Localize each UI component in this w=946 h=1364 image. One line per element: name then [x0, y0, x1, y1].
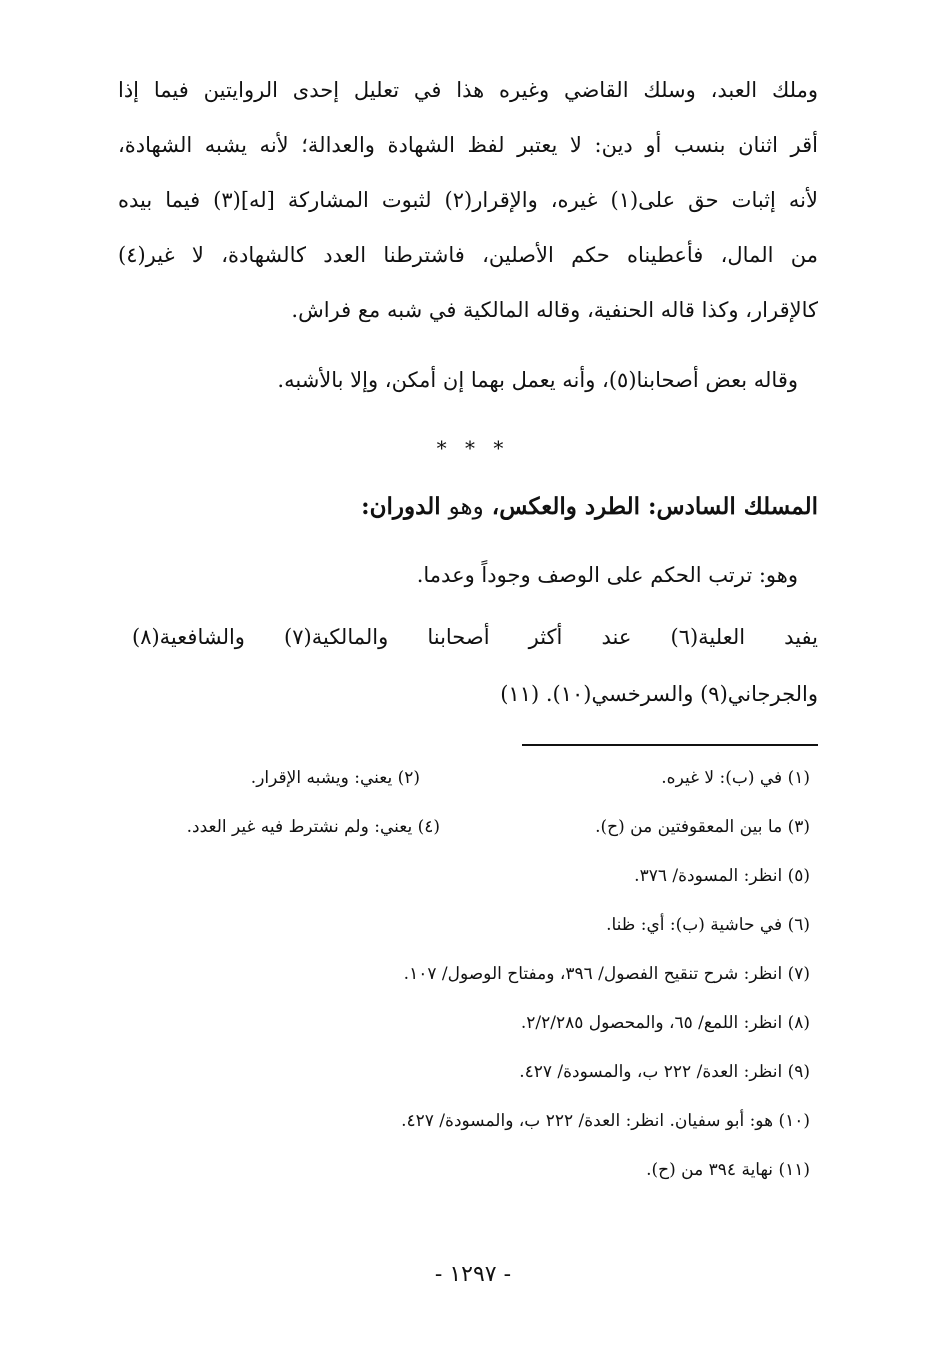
footnote-divider [522, 744, 818, 746]
footnote-10: (١٠) هو: أبو سفيان. انظر: العدة/ ٢٢٢ ب، والمسودة/ ٤٢٧. [401, 1111, 810, 1131]
footnote-8: (٨) انظر: اللمع/ ٦٥، والمحصول ٢/٢/٢٨٥. [520, 1013, 810, 1033]
heading-title: المسلك السادس: الطرد والعكس، [491, 493, 818, 520]
body-line-6: يفيد العلية(٦) عند أكثر أصحابنا والمالكية(٧) والشافعية(٨) [132, 625, 819, 649]
body-line-5: كالإقرار، وكذا قاله الحنفية، وقاله المالكية في شبه مع فراش. [291, 298, 818, 322]
heading-term: الدوران: [361, 493, 441, 520]
body-line-1: وملك العبد، وسلك القاضي وغيره هذا في تعليل إحدى الروايتين فيما إذا [118, 78, 818, 102]
footnote-6: (٦) في حاشية (ب): أي: ظنا. [606, 915, 810, 935]
section-separator: * * * [436, 436, 510, 460]
footnote-5: (٥) انظر: المسودة/ ٣٧٦. [634, 866, 810, 886]
paragraph-companions: وقاله بعض أصحابنا(٥)، وأنه يعمل بهما إن أمكن، وإلا بالأشبه. [277, 368, 798, 392]
footnote-7: (٧) انظر: شرح تنقيح الفصول/ ٣٩٦، ومفتاح الوصول/ ١٠٧. [403, 964, 810, 984]
body-line-2: أقر اثنان بنسب أو دين: لا يعتبر لفظ الشهادة والعدالة؛ لأنه يشبه الشهادة، [118, 133, 818, 157]
footnote-1: (١) في (ب): لا غيره. [661, 768, 810, 788]
body-line-4: من المال، فأعطيناه حكم الأصلين، فاشترطنا العدد كالشهادة، لا غير(٤) [118, 243, 818, 267]
footnote-3: (٣) ما بين المعقوفتين من (ح). [595, 817, 810, 837]
footnote-4: (٤) يعني: ولم نشترط فيه غير العدد. [186, 817, 440, 837]
body-line-3: لأنه إثبات حق على(١) غيره، والإقرار(٢) لثبوت المشاركة [له](٣) فيما بيده [118, 188, 818, 212]
page-number: - ١٢٩٧ - [434, 1262, 512, 1287]
heading-connector: وهو [448, 494, 484, 520]
footnote-11: (١١) نهاية ٣٩٤ من (ح). [646, 1160, 810, 1180]
footnote-2: (٢) يعني: ويشبه الإقرار. [250, 768, 420, 788]
definition-line: وهو: ترتب الحكم على الوصف وجوداً وعدما. [416, 563, 798, 587]
section-heading [118, 493, 818, 520]
body-line-7: والجرجاني(٩) والسرخسي(١٠). (١١) [500, 682, 818, 706]
footnote-9: (٩) انظر: العدة/ ٢٢٢ ب، والمسودة/ ٤٢٧. [519, 1062, 810, 1082]
